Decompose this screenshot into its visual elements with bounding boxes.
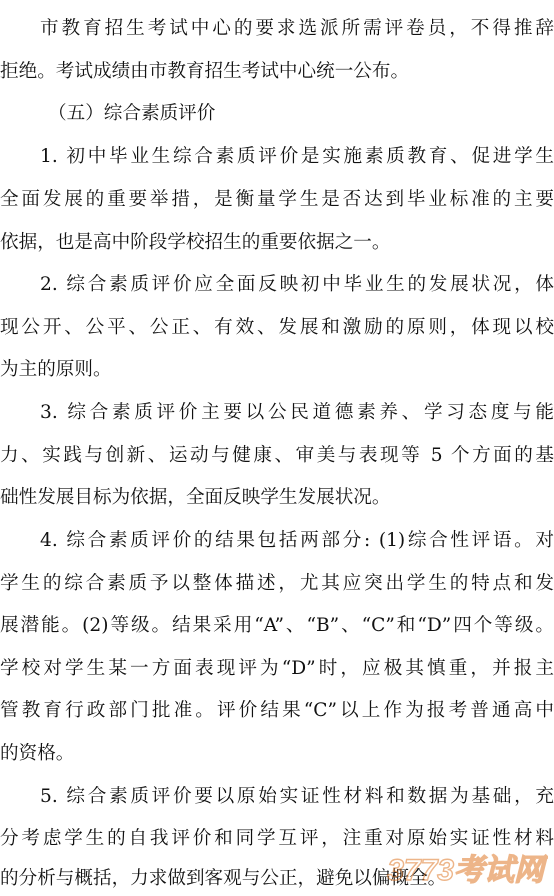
section-heading: （五）综合素质评价: [48, 103, 216, 124]
text-line: 的分析与概括，力求做到客观与公正，避免以偏概全。: [0, 868, 447, 889]
text-line: 1. 初中毕业生综合素质评价是实施素质教育、促进学生: [40, 146, 554, 167]
text-line: 市教育招生考试中心的要求选派所需评卷员，不得推辞: [40, 18, 554, 39]
text-line: 全面发展的重要举措，是衡量学生是否达到毕业标准的主要: [0, 189, 554, 210]
text-line: 3. 综合素质评价主要以公民道德素养、学习态度与能: [40, 402, 554, 423]
watermark-text: 3773考试网: [387, 854, 544, 887]
text-line: 5. 综合素质评价要以原始实证性材料和数据为基础，充: [40, 786, 554, 807]
text-line: 展潜能。(2)等级。结果采用“A”、“B”、“C”和“D”四个等级。: [0, 615, 554, 636]
text-line: 础性发展目标为依据，全面反映学生发展状况。: [0, 487, 391, 508]
text-line: 拒绝。考试成绩由市教育招生考试中心统一公布。: [0, 61, 410, 82]
text-line: 学校对学生某一方面表现评为“D”时，应极其慎重，并报主: [0, 658, 554, 679]
text-line: 力、实践与创新、运动与健康、审美与表现等 5 个方面的基: [0, 445, 554, 466]
text-line: 为主的原则。: [0, 359, 112, 380]
text-line: 4. 综合素质评价的结果包括两部分: (1)综合性评语。对: [40, 530, 554, 551]
text-line: 现公开、公平、公正、有效、发展和激励的原则，体现以校: [0, 317, 554, 338]
watermark-logo: [348, 844, 548, 890]
text-line: 学生的综合素质予以整体描述，尤其应突出学生的特点和发: [0, 573, 554, 594]
text-line: 分考虑学生的自我评价和同学互评，注重对原始实证性材料: [0, 828, 554, 849]
text-line: 的资格。: [0, 743, 75, 764]
text-line: 2. 综合素质评价应全面反映初中毕业生的发展状况，体: [40, 274, 554, 295]
text-line: 管教育行政部门批准。评价结果“C”以上作为报考普通高中: [0, 700, 554, 721]
text-line: 依据，也是高中阶段学校招生的重要依据之一。: [0, 232, 391, 253]
